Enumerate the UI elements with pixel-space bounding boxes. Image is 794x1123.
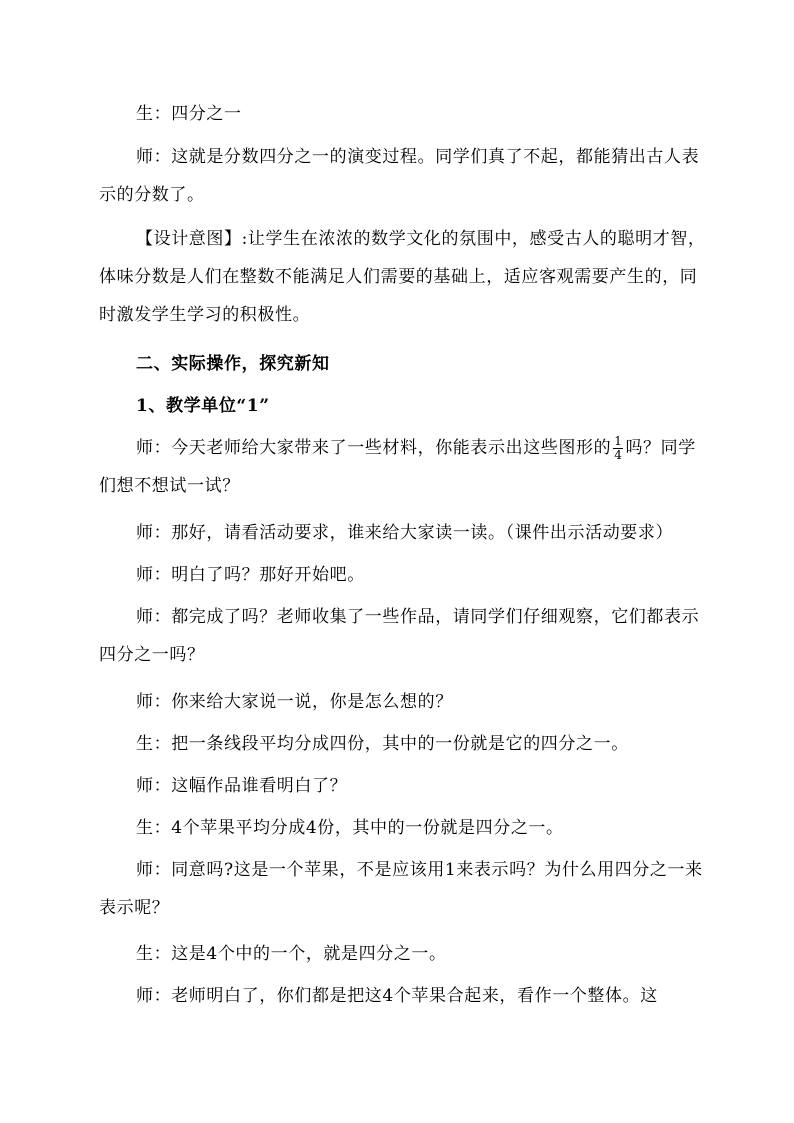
paragraph-observe-works: 师：都完成了吗？老师收集了一些作品，请同学们仔细观察，它们都表示四分之一吗？ — [99, 607, 700, 665]
fraction-numerator: 1 — [614, 434, 623, 448]
fraction-denominator: 4 — [614, 448, 623, 462]
paragraph-whole: 师：老师明白了，你们都是把这4个苹果合起来，看作一个整体。这 — [136, 986, 658, 1006]
paragraph-apples: 生：4个苹果平均分成4份，其中的一份就是四分之一。 — [136, 818, 564, 838]
fraction-one-quarter — [613, 435, 623, 462]
paragraph-student-answer: 生：四分之一 — [136, 104, 242, 124]
paragraph-design-intent: 【设计意图】:让学生在浓浓的数学文化的氛围中，感受古人的聪明才智，体味分数是人们在整数不能满足人们需要的基础上，适应客观需要产生的，同时激发学生学习的积极性。 — [99, 229, 706, 325]
paragraph-explain: 师：你来给大家说一说，你是怎么想的？ — [136, 692, 453, 712]
paragraph-one-of-four: 生：这是4个中的一个，就是四分之一。 — [136, 944, 447, 964]
paragraph-one-apple-question: 师：同意吗?这是一个苹果，不是应该用1来表示吗？为什么用四分之一来表示呢？ — [99, 860, 703, 918]
paragraph-line-segment: 生：把一条线段平均分成四份，其中的一份就是它的四分之一。 — [136, 734, 629, 754]
paragraph-teacher-materials — [99, 429, 709, 505]
paragraph-teacher-summary: 师：这就是分数四分之一的演变过程。同学们真了不起，都能猜出古人表示的分数了。 — [99, 147, 700, 205]
subsection-heading: 1、教学单位“1” — [136, 396, 270, 416]
paragraph-text-after-fraction: 吗？同学们想不想试一试？ — [99, 438, 696, 496]
section-heading: 二、实际操作，探究新知 — [136, 354, 330, 374]
paragraph-text-before-fraction: 师：今天老师给大家带来了一些材料，你能表示出这些图形的 — [136, 438, 612, 458]
paragraph-start: 师：明白了吗？那好开始吧。 — [136, 565, 365, 585]
paragraph-activity-request: 师：那好，请看活动要求，谁来给大家读一读。（课件出示活动要求） — [136, 523, 674, 543]
paragraph-work-question: 师：这幅作品谁看明白了？ — [136, 776, 348, 796]
